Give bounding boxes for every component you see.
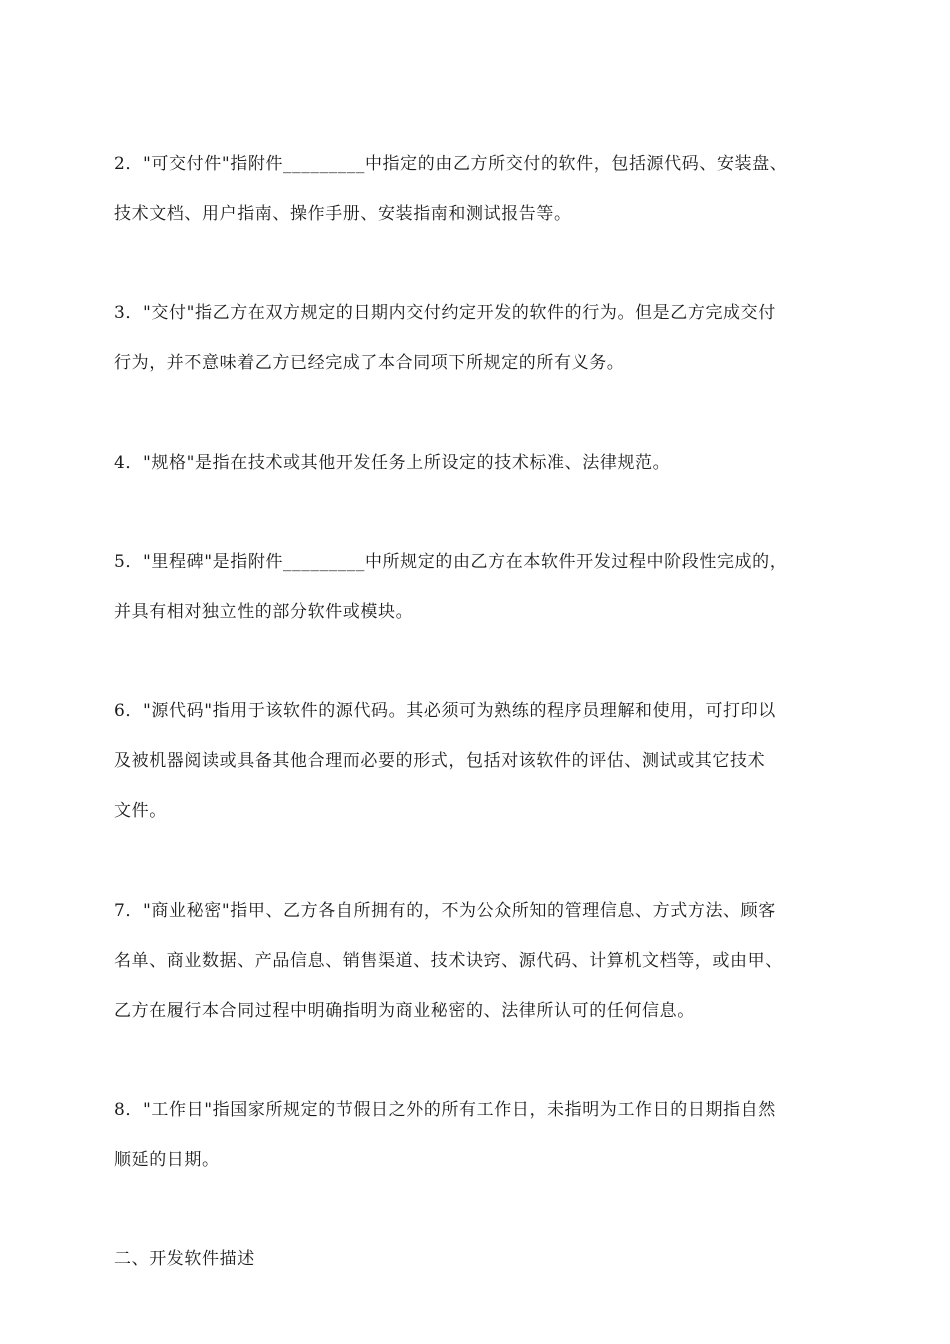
paragraph-line: 乙方在履行本合同过程中明确指明为商业秘密的、法律所认可的任何信息。 <box>114 1001 695 1021</box>
paragraph-line: 名单、商业数据、产品信息、销售渠道、技术诀窍、源代码、计算机文档等，或由甲、 <box>114 951 783 971</box>
paragraph-line: 7．"商业秘密"指甲、乙方各自所拥有的，不为公众所知的管理信息、方式方法、顾客 <box>114 901 776 921</box>
paragraph-line: 及被机器阅读或具备其他合理而必要的形式，包括对该软件的评估、测试或其它技术 <box>114 751 766 771</box>
definition-paragraph-6 <box>114 686 874 836</box>
paragraph-line: 技术文档、用户指南、操作手册、安装指南和测试报告等。 <box>114 204 572 224</box>
definition-paragraph-5 <box>114 537 874 637</box>
paragraph-line: 顺延的日期。 <box>114 1150 220 1170</box>
paragraph-line: 2．"可交付件"指附件_________中指定的由乙方所交付的软件，包括源代码、安装盘、 <box>114 154 788 174</box>
definition-paragraph-4 <box>114 438 874 488</box>
paragraph-line: 文件。 <box>114 801 167 821</box>
paragraph-line: 行为，并不意味着乙方已经完成了本合同项下所规定的所有义务。 <box>114 353 625 373</box>
definition-paragraph-8 <box>114 1085 874 1185</box>
definition-paragraph-7 <box>114 886 874 1036</box>
paragraph-line: 5．"里程碑"是指附件_________中所规定的由乙方在本软件开发过程中阶段性完成的， <box>114 552 788 572</box>
definition-paragraph-3 <box>114 288 874 388</box>
paragraph-line: 8．"工作日"指国家所规定的节假日之外的所有工作日，未指明为工作日的日期指自然 <box>114 1100 776 1120</box>
paragraph-line: 3．"交付"指乙方在双方规定的日期内交付约定开发的软件的行为。但是乙方完成交付 <box>114 303 776 323</box>
paragraph-line: 6．"源代码"指用于该软件的源代码。其必须可为熟练的程序员理解和使用，可打印以 <box>114 701 776 721</box>
paragraph-line: 并具有相对独立性的部分软件或模块。 <box>114 602 414 622</box>
definition-paragraph-2 <box>114 139 874 239</box>
paragraph-line: 4．"规格"是指在技术或其他开发任务上所设定的技术标准、法律规范。 <box>114 453 671 473</box>
section-heading: 二、开发软件描述 <box>114 1249 255 1269</box>
